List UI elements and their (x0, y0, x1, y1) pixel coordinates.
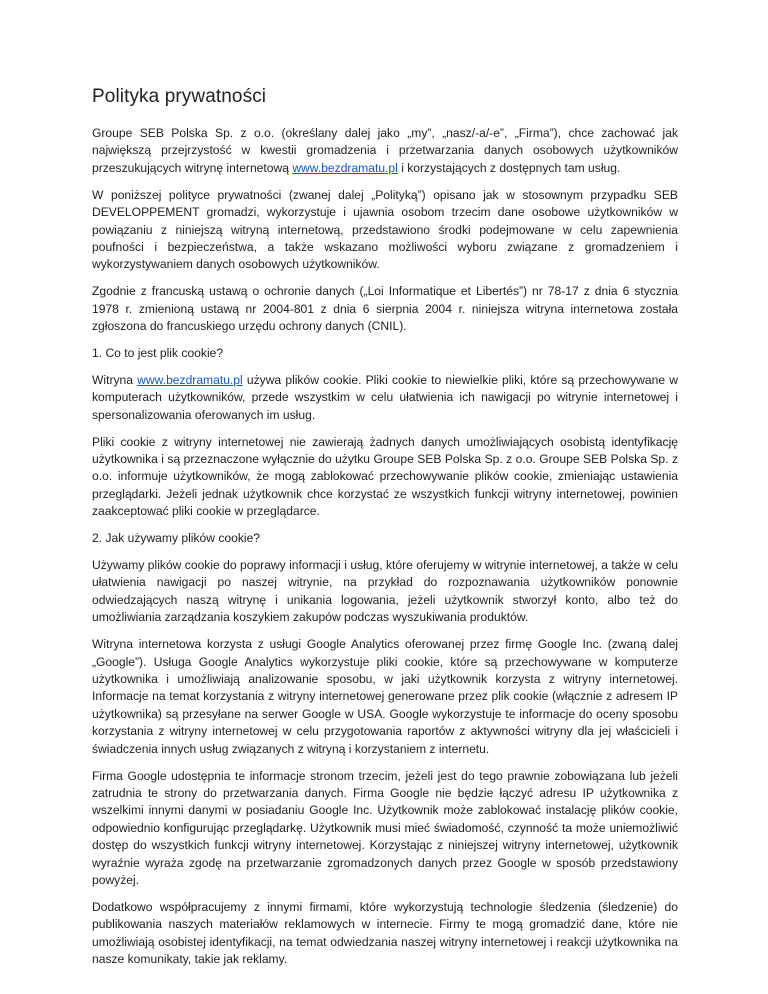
website-link-2[interactable]: www.bezdramatu.pl (137, 372, 243, 387)
website-link[interactable]: www.bezdramatu.pl (292, 160, 398, 175)
page-title: Polityka prywatności (92, 86, 267, 107)
paragraph-intro-text-before: Groupe SEB Polska Sp. z o.o. (określany dalej jako „my”, „nasz/-a/-e”, „Firma”), chce zachować jak największą przejrzystość w kwestii gromadzenia i przetwarzania danych osobowych użytkowników przeszukujących witrynę internetową (92, 126, 678, 175)
section-heading-how-we-use-cookies: 2. Jak używamy plików cookie? (92, 531, 261, 546)
paragraph-cookie-text-after: używa plików cookie. Pliki cookie to niewielkie pliki, które są przechowywane w komputerach użytkowników, przede wszystkim w celu ułatwienia ich nawigacji po witrynie internetowej i spersonalizowania oferowanych im usług. (92, 372, 678, 422)
paragraph-cookie-definition (92, 372, 678, 424)
paragraph-google-disclosure: Firma Google udostępnia te informacje stronom trzecim, jeżeli jest do tego prawnie zobowiązana lub jeżeli zatrudnia te strony do przetwarzania danych. Firma Google nie będzie łączyć adresu IP użytkownika z wszelkimi innymi danymi w posiadaniu Google Inc. Użytkownik może zablokować instalację plików cookie, odpowiednio konfigurując przeglądarkę. Użytkownik musi mieć świadomość, czynność ta może uniemożliwić dostęp do wszystkich funkcji witryny internetowej. Korzystając z niniejszej witryny internetowej, użytkownik wyraźnie wyraża zgodę na przetwarzanie zgromadzonych danych przez Google w sposób przedstawiony powyżej. (92, 768, 678, 887)
paragraph-french-law: Zgodnie z francuską ustawą o ochronie danych („Loi Informatique et Libertés”) nr 78-17 z dnia 6 stycznia 1978 r. zmienioną ustawą nr 2004-801 z dnia 6 sierpnia 2004 r. niniejsza witryna internetowa została zgłoszona do francuskiego urzędu ochrony danych (CNIL). (92, 284, 678, 334)
paragraph-cookie-identification: Pliki cookie z witryny internetowej nie zawierają żadnych danych umożliwiających osobistą identyfikację użytkownika i są przeznaczone wyłącznie do użytku Groupe SEB Polska Sp. z o.o. Groupe SEB Polska Sp. z o.o. informuje użytkowników, że mogą zablokować przechowywanie plików cookie, zmieniając ustawienia przeglądarki. Jeżeli jednak użytkownik chce korzystać ze wszystkich funkcji witryny internetowej, powinien zaakceptować pliki cookie w przeglądarce. (92, 434, 678, 519)
paragraph-google-analytics: Witryna internetowa korzysta z usługi Google Analytics oferowanej przez firmę Google Inc. (zwaną dalej „Google”). Usługa Google Analytics wykorzystuje pliki cookie, które są przechowywane w komputerze użytkownika i umożliwiają analizowanie sposobu, w jaki użytkownik korzysta z witryny internetowej. Informacje na temat korzystania z witryny internetowej generowane przez plik cookie (włącznie z adresem IP użytkownika) są przesyłane na serwer Google w USA. Google wykorzystuje te informacje do oceny sposobu korzystania z witryny internetowej w celu przygotowania raportów z aktywności witryny dla jej właścicieli i świadczenia innych usług związanych z witryną i korzystaniem z internetu. (92, 637, 678, 756)
section-heading-what-is-cookie: 1. Co to jest plik cookie? (92, 345, 224, 360)
paragraph-intro-text-after: i korzystających z dostępnych tam usług. (397, 160, 621, 175)
paragraph-policy-scope: W poniższej polityce prywatności (zwanej dalej „Polityką”) opisano jak w stosownym przypadku SEB DEVELOPPEMENT gromadzi, wykorzystuje i ujawnia osobom trzecim dane osobowe użytkowników w powiązaniu z niniejszą witryną internetową, przedstawiono środki podejmowane w celu zapewnienia poufności i bezpieczeństwa, a także wskazano możliwości wyboru związane z gromadzeniem i wykorzystywaniem danych osobowych użytkowników. (92, 187, 678, 272)
paragraph-cookie-usage: Używamy plików cookie do poprawy informacji i usług, które oferujemy w witrynie internetowej, a także w celu ułatwienia nawigacji po naszej witrynie, na przykład do rozpoznawania użytkowników ponownie odwiedzających naszą witrynę i unikania logowania, jeżeli użytkownik stworzył konto, albo też do umożliwiania zarządzania koszykiem zakupów podczas wyszukiwania produktów. (92, 558, 678, 625)
paragraph-tracking-partners: Dodatkowo współpracujemy z innymi firmami, które wykorzystują technologie śledzenia (śledzenie) do publikowania naszych materiałów reklamowych w internecie. Firmy te mogą gromadzić dane, które nie umożliwiają osobistej identyfikacji, na temat odwiedzania naszej witryny internetowej i reakcji użytkownika na nasze komunikaty, takie jak reklamy. (92, 899, 678, 967)
paragraph-intro (92, 125, 678, 177)
paragraph-cookie-text-before: Witryna (92, 372, 138, 387)
